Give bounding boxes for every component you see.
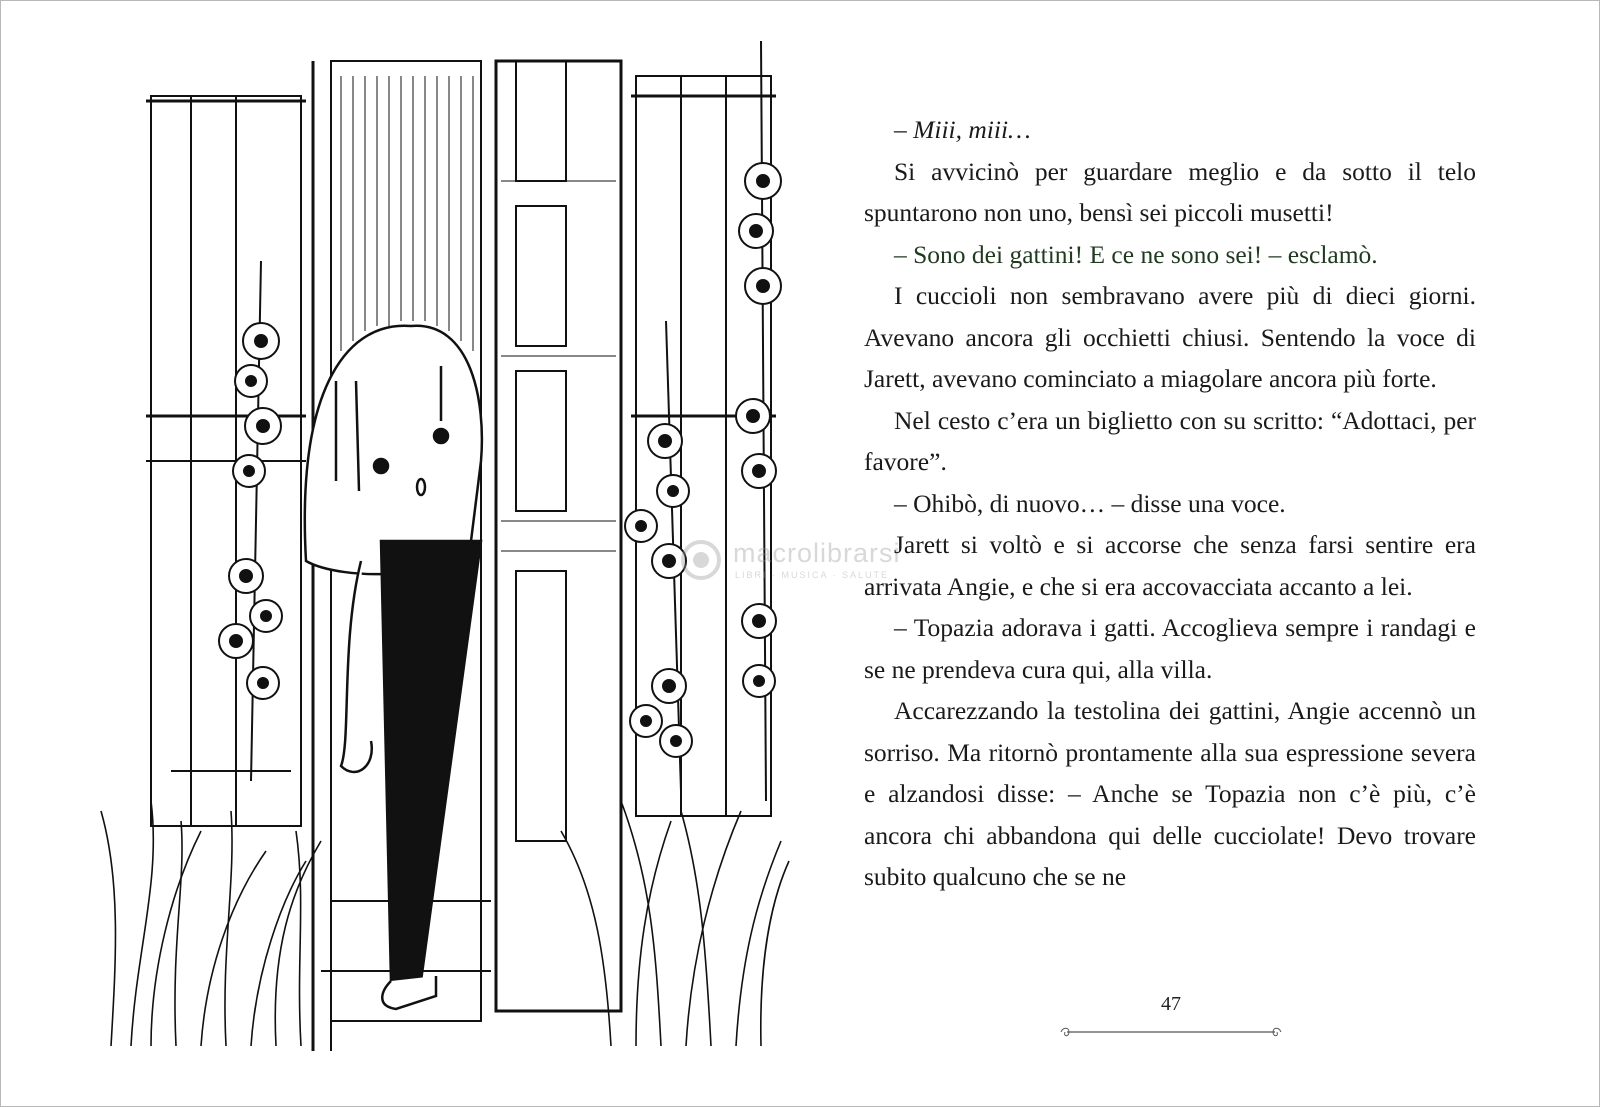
- footer-ornament-rule: [1059, 1025, 1283, 1039]
- paragraph: Jarett si voltò e si accorse che senza farsi sentire era arrivata Angie, e che si era accovacciata accanto a lei.: [864, 530, 1476, 601]
- paragraph: – Topazia adorava i gatti. Accoglieva sempre i randagi e se ne prendeva cura qui, alla villa.: [864, 613, 1476, 684]
- paragraph: – Miii, miii…: [894, 115, 1031, 144]
- page-number: 47: [1161, 993, 1181, 1015]
- paragraph: – Sono dei gattini! E ce ne sono sei! – esclamò.: [894, 239, 1378, 269]
- watermark-subtext: LIBRI · MUSICA · SALUTE: [735, 570, 890, 580]
- page-text: [864, 109, 1476, 898]
- paragraph: I cuccioli non sembravano avere più di dieci giorni. Avevano ancora gli occhietti chiusi. Sentendo la voce di Jarett, avevano cominciato a miagolare ancora più forte.: [864, 281, 1476, 393]
- ink-drawing: [91, 21, 793, 1081]
- paragraph: Accarezzando la testolina dei gattini, Angie accennò un sorriso. Ma ritornò prontamente alla sua espressione severa e alzandosi disse: – Anche se Topazia non c’è più, c’è ancora chi abbandona qui delle cucciolate! Devo trovare subito qualcuno che se ne: [864, 696, 1476, 891]
- paragraph: – Ohibò, di nuovo… – disse una voce.: [894, 488, 1286, 518]
- paragraph: Nel cesto c’era un biglietto con su scritto: “Adottaci, per favore”.: [864, 405, 1476, 476]
- paragraph: Si avvicinò per guardare meglio e da sotto il telo spuntarono non uno, bensì sei piccoli musetti!: [864, 156, 1476, 227]
- illustration-girl-at-door: [91, 21, 793, 1081]
- watermark-text: macrolibrarsi: [733, 538, 901, 568]
